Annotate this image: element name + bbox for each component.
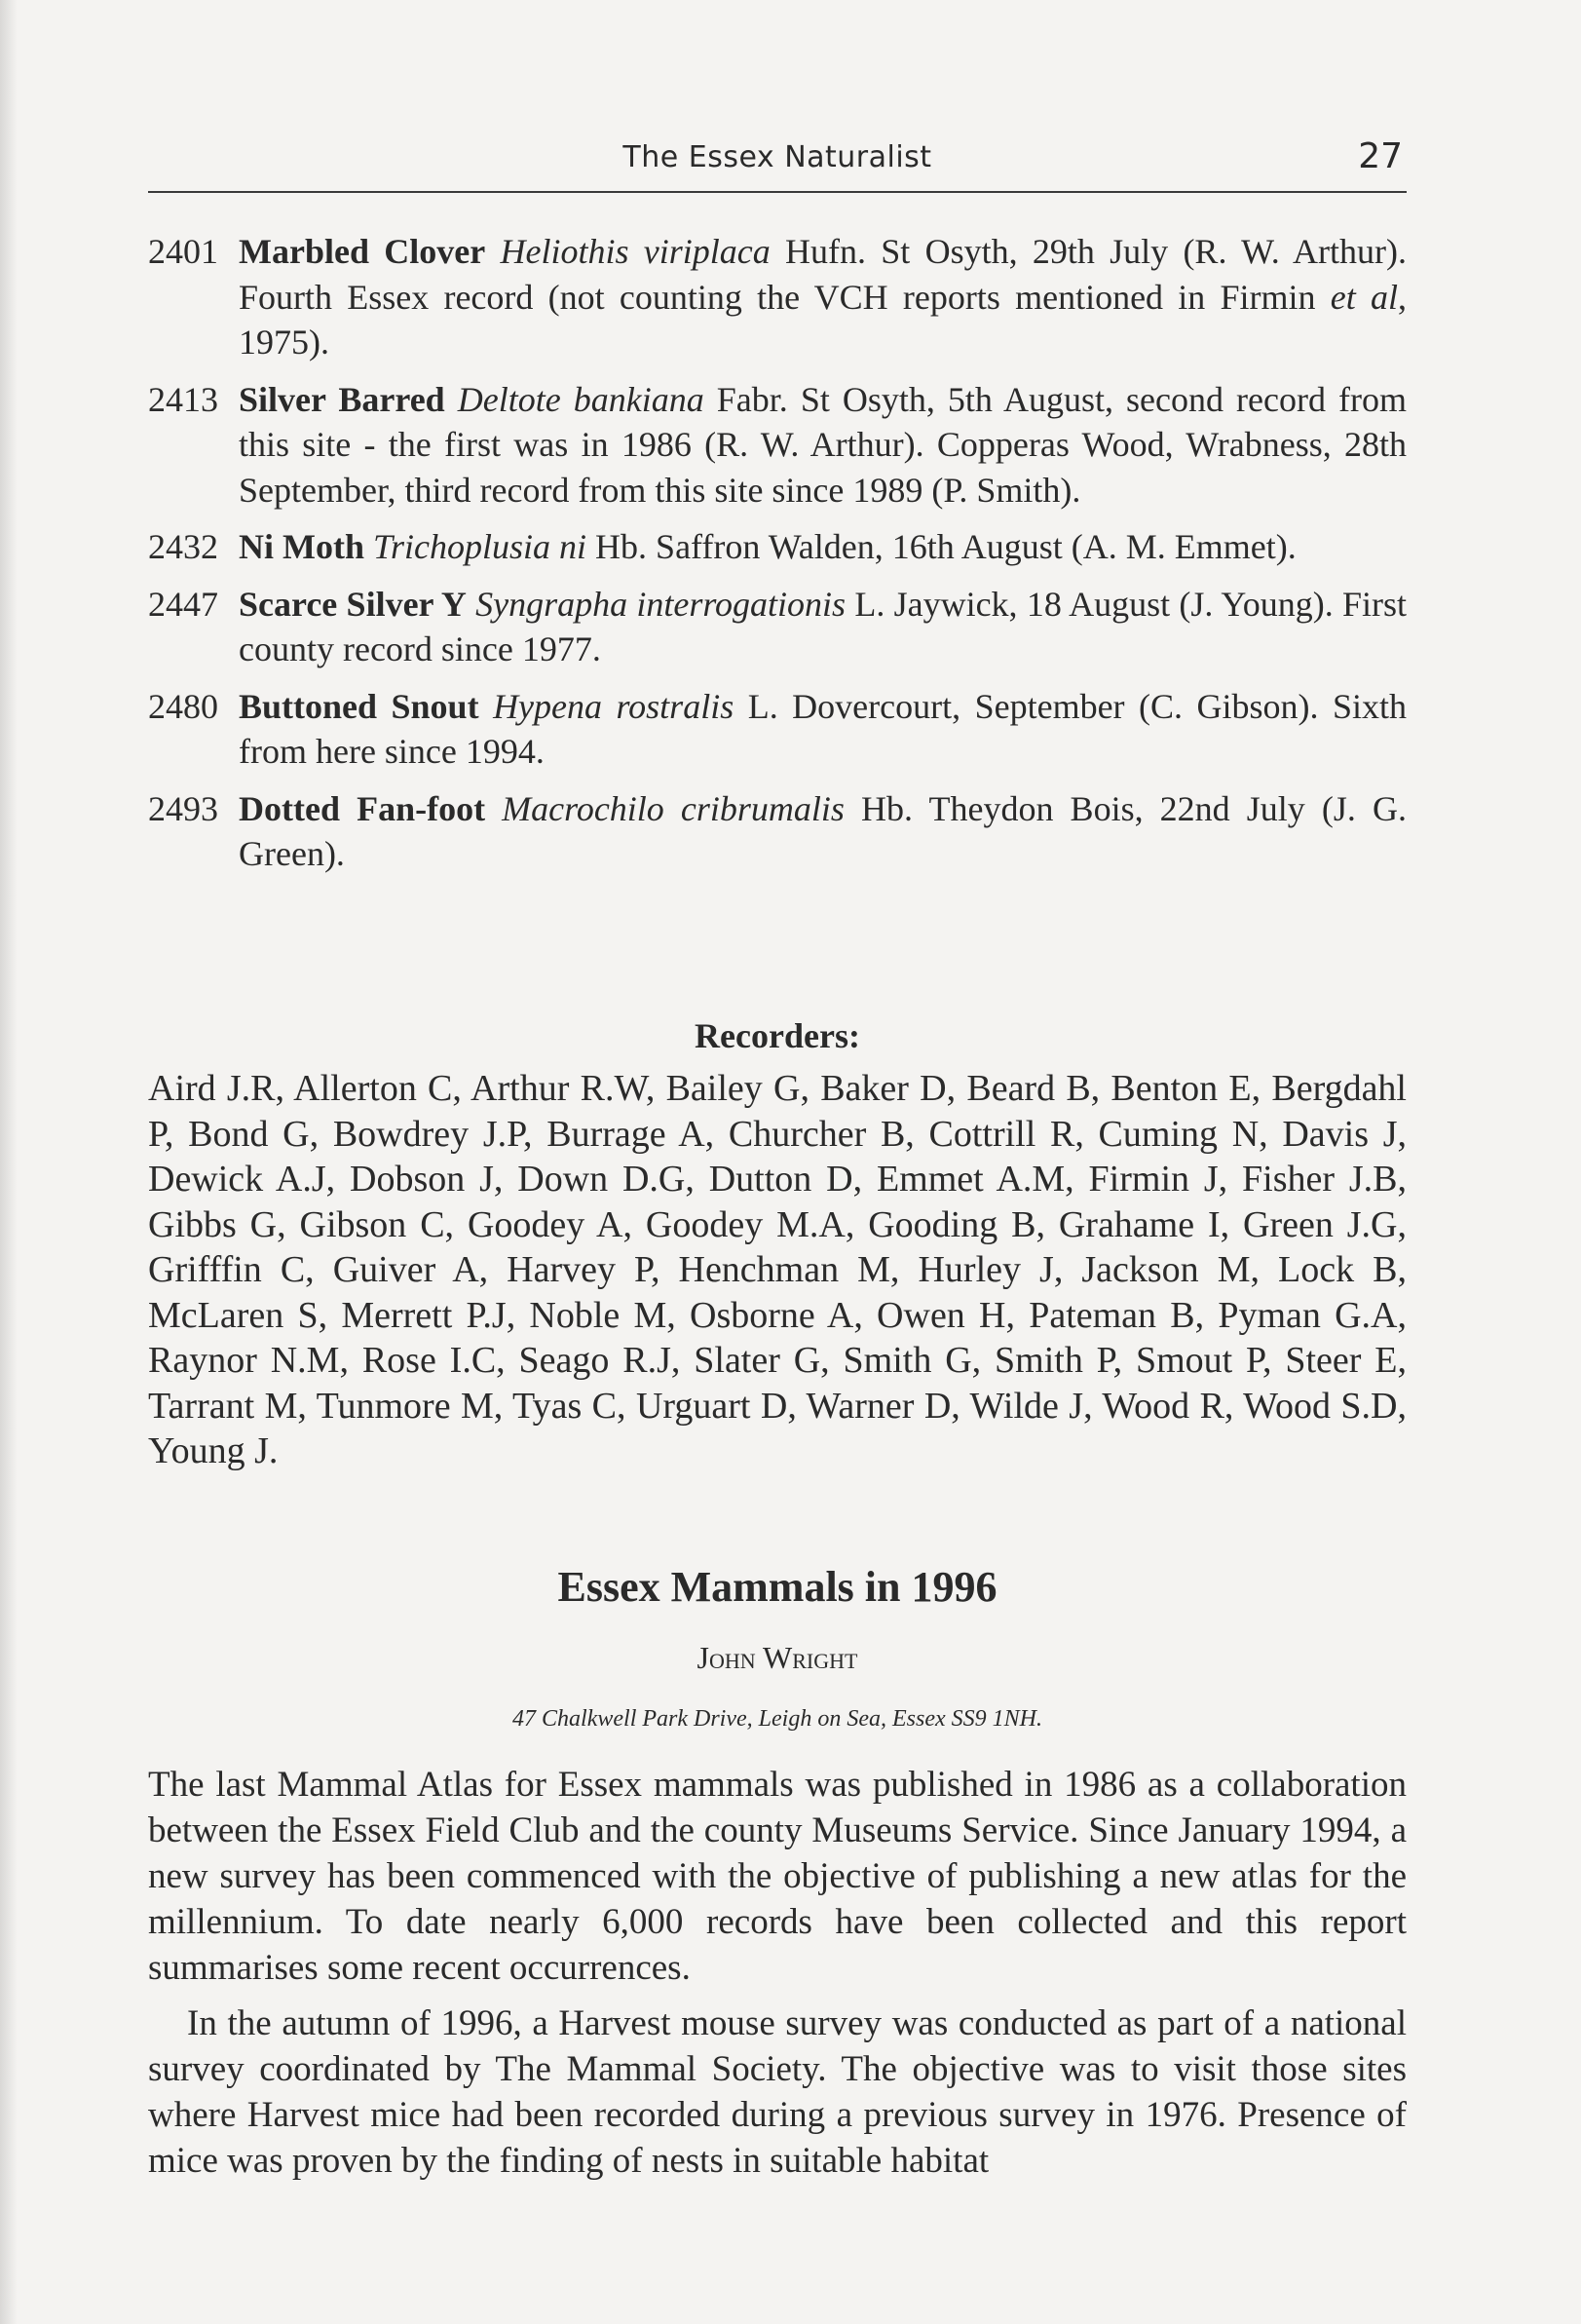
record-entry bbox=[148, 684, 1407, 775]
record-number: 2401 bbox=[148, 232, 218, 271]
body-paragraph: In the autumn of 1996, a Harvest mouse survey was conducted as part of a national survey coordinated by The Mammal Society. The objective was to visit those sites where Harvest mice had been recorded during a previous survey in 1976. Presence of mice was proven by the finding of nests in suitable habitat bbox=[148, 2003, 1407, 2181]
record-detail: Hufn. St Osyth, 29th July (R. W. Arthur). Fourth Essex record (not counting the VCH reports mentioned in Firmin bbox=[239, 232, 1408, 317]
scientific-name: Syngrapha interrogationis bbox=[475, 584, 847, 624]
record-entry bbox=[148, 786, 1407, 877]
record-text bbox=[239, 377, 1407, 514]
body-paragraph: The last Mammal Atlas for Essex mammals was published in 1986 as a collaboration between the Essex Field Club and the county Museums Service. Since January 1994, a new survey has been commenced with the objective of publishing a new atlas for the millennium. To date nearly 6,000 records have been collected and this report summarises some recent occurrences. bbox=[148, 1765, 1407, 1988]
article-author: John Wright bbox=[696, 1640, 858, 1675]
scientific-name: Heliothis viriplaca bbox=[500, 232, 771, 271]
page-number: 27 bbox=[1358, 136, 1403, 176]
record-detail: Hb. Saffron Walden, 16th August (A. M. Emmet). bbox=[586, 527, 1297, 566]
common-name: Silver Barred bbox=[239, 379, 445, 419]
record-text bbox=[239, 684, 1407, 775]
common-name: Marbled Clover bbox=[239, 232, 486, 271]
record-number: 2447 bbox=[148, 584, 218, 624]
common-name: Buttoned Snout bbox=[239, 686, 479, 726]
record-entry bbox=[148, 229, 1407, 365]
recorders-heading: Recorders: bbox=[695, 1016, 860, 1055]
record-detail: L. Jaywick, 18 August (J. Young). First county record since 1977. bbox=[239, 584, 1408, 668]
scientific-name: Trichoplusia ni bbox=[373, 527, 587, 566]
record-text bbox=[239, 582, 1407, 672]
running-header bbox=[148, 136, 1407, 193]
common-name: Ni Moth bbox=[239, 527, 364, 566]
common-name: Dotted Fan-foot bbox=[239, 788, 486, 828]
record-entry bbox=[148, 524, 1407, 570]
scientific-name: Macrochilo cribrumalis bbox=[502, 788, 845, 828]
journal-title: The Essex Naturalist bbox=[622, 140, 932, 174]
record-text bbox=[239, 786, 1407, 877]
recorders-list: Aird J.R, Allerton C, Arthur R.W, Bailey G, Baker D, Beard B, Benton E, Bergdahl P, Bond G, Bowdrey J.P, Burrage A, Churcher B, Cottrill R, Cuming N, Davis J, Dewick A.J, Dobson J, Down D.G, Dutton D, Emmet A.M, Firmin J, Fisher J.B, Gibbs G, Gibson C, Goodey A, Goodey M.A, Gooding B, Grahame I, Green J.G, Grifffin C, Guiver A, Harvey P, Henchman M, Hurley J, Jackson M, Lock B, McLaren S, Merrett P.J, Noble M, Osborne A, Owen H, Pateman B, Pyman G.A, Raynor N.M, Rose I.C, Seago R.J, Slater G, Smith G, Smith P, Smout P, Steer E, Tarrant M, Tunmore M, Tyas C, Urguart D, Warner D, Wilde J, Wood R, Wood S.D, Young J. bbox=[148, 1068, 1407, 1471]
record-text bbox=[239, 229, 1407, 365]
common-name: Scarce Silver Y bbox=[239, 584, 467, 624]
record-number: 2413 bbox=[148, 379, 218, 419]
record-detail: Fabr. St Osyth, 5th August, second record from this site - the first was in 1986 (R. W. Arthur). Copperas Wood, Wrabness, 28th September, third record from this site since 1989 (P. Smith). bbox=[239, 379, 1407, 510]
record-number: 2480 bbox=[148, 686, 218, 726]
record-detail: L. Dovercourt, September (C. Gibson). Sixth from here since 1994. bbox=[239, 686, 1408, 771]
scientific-name: Hypena rostralis bbox=[493, 686, 734, 726]
page-edge-shadow bbox=[0, 0, 18, 2324]
record-number: 2493 bbox=[148, 788, 218, 828]
article-title: Essex Mammals in 1996 bbox=[557, 1563, 998, 1611]
record-entry bbox=[148, 582, 1407, 672]
record-text bbox=[239, 524, 1407, 570]
record-detail-end: , 1975). bbox=[239, 277, 1407, 362]
record-detail-italic: et al bbox=[1330, 277, 1398, 317]
record-entry bbox=[148, 377, 1407, 514]
journal-page bbox=[148, 0, 1407, 2324]
article-body bbox=[148, 1762, 1407, 2193]
record-number: 2432 bbox=[148, 527, 218, 566]
record-detail: Hb. Theydon Bois, 22nd July (J. G. Green). bbox=[239, 788, 1408, 873]
scientific-name: Deltote bankiana bbox=[457, 379, 704, 419]
author-address: 47 Chalkwell Park Drive, Leigh on Sea, Essex SS9 1NH. bbox=[512, 1706, 1042, 1732]
moth-records-list bbox=[148, 229, 1407, 889]
